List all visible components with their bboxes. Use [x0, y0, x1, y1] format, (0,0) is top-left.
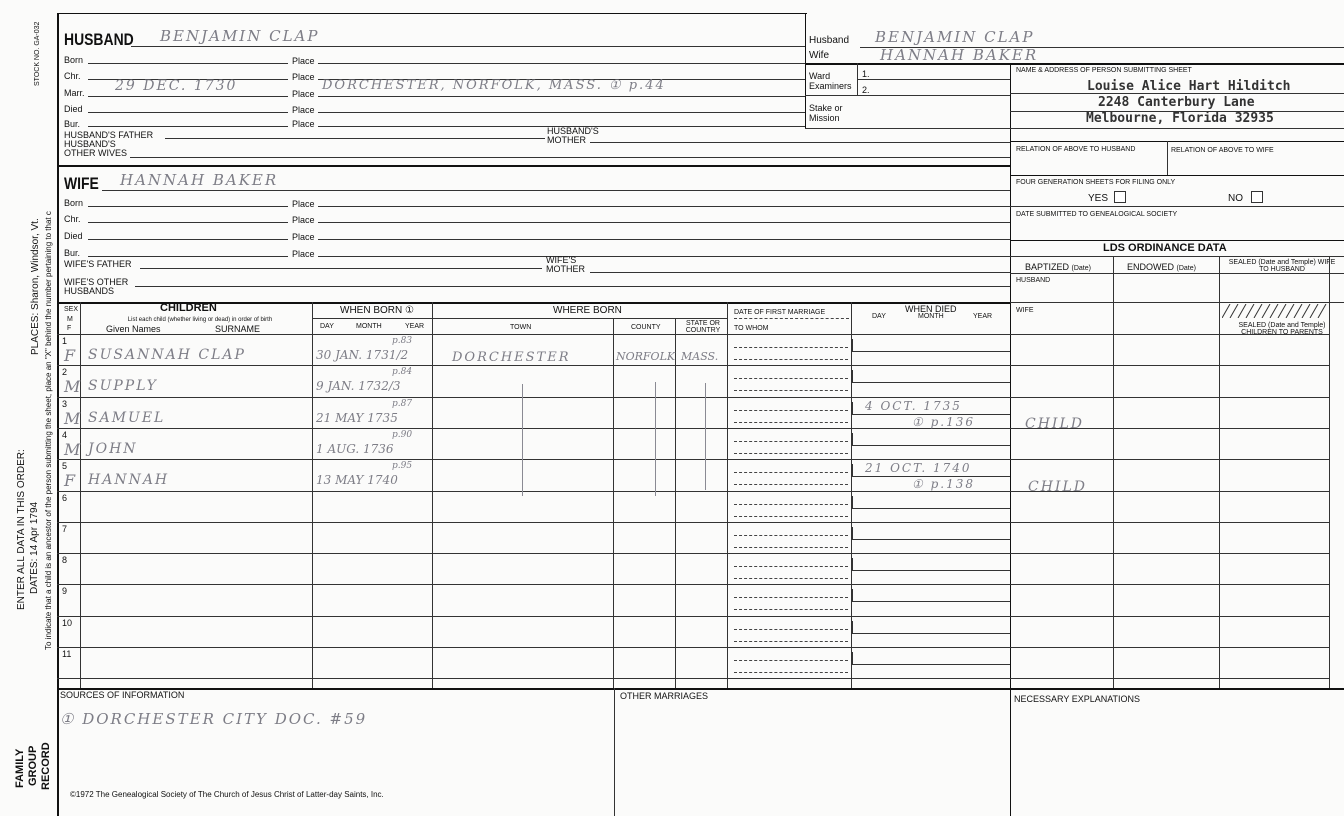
husband-marr-date: 29 DEC. 1730 — [115, 78, 238, 94]
lds-child-row-line — [1010, 553, 1329, 554]
outer-left-border — [57, 13, 59, 816]
when-born-header: WHEN BORN ① — [340, 305, 414, 316]
sealed-children-label: SEALED (Date and Temple) CHILDREN TO PARENTS — [1238, 322, 1326, 336]
child-died-line — [851, 570, 1010, 571]
four-gen-yes-label: YES — [1088, 193, 1109, 204]
source-1: ① DORCHESTER CITY DOC. #59 — [60, 710, 368, 728]
four-gen-no-label: NO — [1228, 193, 1243, 204]
husband-bur-label: Bur. — [64, 119, 81, 129]
child-birth-date: 9 JAN. 1732/3 — [316, 379, 401, 394]
child-marriage-dash-2 — [734, 672, 848, 673]
born-day-header: DAY — [320, 323, 334, 330]
examiner-1-line — [857, 79, 1010, 80]
sex-header: SEX — [64, 306, 79, 313]
husband-marr-line — [88, 96, 288, 97]
ditto-stroke — [705, 383, 706, 490]
four-gen-yes-checkbox[interactable] — [1114, 191, 1126, 203]
wife-born-place-label: Place — [292, 199, 315, 209]
sources-divider — [614, 688, 615, 816]
child-birth-page: p.90 — [392, 429, 413, 440]
husband-born-place-label: Place — [292, 56, 315, 66]
town-header: TOWN — [510, 324, 532, 331]
child-marriage-dash-2 — [734, 547, 848, 548]
child-died-line — [851, 601, 1010, 602]
children-header: CHILDREN — [160, 302, 217, 314]
child-death-ref: ① p.136 — [912, 414, 975, 429]
child-marriage-dash-2 — [734, 484, 848, 485]
child-sex: M — [64, 377, 83, 397]
name-col-line — [312, 302, 313, 688]
child-row-line — [57, 459, 1010, 460]
child-number: 6 — [62, 492, 68, 503]
submitter-name: Louise Alice Hart Hilditch — [1087, 79, 1291, 94]
husband-name: BENJAMIN CLAP — [160, 27, 320, 45]
husband-father-label: HUSBAND'S FATHER — [64, 130, 154, 140]
county-header: COUNTY — [631, 324, 661, 331]
relation-wife-label: RELATION OF ABOVE TO WIFE — [1171, 147, 1274, 154]
lds-child-row-line — [1010, 397, 1329, 398]
lds-endowed-child-3: CHILD — [1025, 416, 1084, 432]
wife-born-place-line — [318, 206, 1010, 207]
wife-died-label: Died — [64, 231, 83, 241]
lds-child-row-line — [1010, 428, 1329, 429]
submitter-line-1 — [1010, 93, 1344, 94]
child-marriage-dash-2 — [734, 516, 848, 517]
lds-col-2 — [1219, 256, 1220, 690]
wife-father-label: WIFE'S FATHER — [64, 259, 132, 269]
child-marriage-dash-1 — [734, 410, 848, 411]
examiner-2-line — [805, 95, 1010, 96]
lds-child-row-line — [1010, 365, 1329, 366]
town-col-line — [613, 318, 614, 688]
born-month-header: MONTH — [356, 323, 382, 330]
state-header: STATE OR COUNTRY — [685, 320, 721, 334]
necessary-explanations-label: NECESSARY EXPLANATIONS — [1014, 694, 1141, 704]
husband-bur-place-label: Place — [292, 119, 315, 129]
wife-died-line — [88, 239, 288, 240]
submitter-line-3 — [1010, 128, 1344, 129]
child-marriage-dash-2 — [734, 609, 848, 610]
wife-other-husbands-label: WIFE'S OTHER HUSBANDS — [64, 277, 129, 296]
husband-chr-label: Chr. — [64, 71, 81, 81]
child-died-tick — [851, 558, 853, 570]
child-row-line — [57, 365, 1010, 366]
ditto-stroke — [522, 384, 523, 496]
child-sex: F — [64, 346, 78, 365]
child-marriage-dash-1 — [734, 441, 848, 442]
where-born-header: WHERE BORN — [553, 305, 622, 316]
lds-header-line — [1010, 273, 1344, 274]
first-marriage-header: DATE OF FIRST MARRIAGE — [734, 309, 826, 316]
child-marriage-dash-1 — [734, 566, 848, 567]
husband-heading: HUSBAND — [64, 30, 134, 49]
lds-top — [1010, 240, 1344, 241]
child-sex: M — [64, 408, 83, 428]
child-birth-page: p.87 — [392, 398, 413, 409]
child-marriage-dash-2 — [734, 453, 848, 454]
child-sex: F — [64, 471, 78, 491]
sex-m: M — [67, 316, 73, 323]
child-marriage-dash-2 — [734, 390, 848, 391]
relation-top — [1010, 141, 1344, 142]
child-row-line — [57, 616, 1010, 617]
child-birth-page: p.95 — [392, 461, 413, 472]
child-died-tick — [851, 621, 853, 633]
child-died-tick — [851, 464, 853, 476]
husband-mother-line — [590, 142, 1010, 143]
wife-died-place-line — [318, 239, 1010, 240]
examiner-2: 2. — [862, 85, 870, 95]
child-died-line — [851, 664, 1010, 665]
baptized-label — [1025, 262, 1091, 272]
husband-name-line — [131, 46, 805, 47]
died-day-header: DAY — [872, 313, 886, 320]
child-death-date: 4 OCT. 1735 — [865, 398, 962, 413]
places-note: PLACES: Sharon, Windsor, Vt. — [30, 218, 41, 355]
child-number: 3 — [62, 398, 68, 409]
form-title-family: FAMILY — [14, 748, 26, 788]
wife-father-line — [140, 268, 542, 269]
husband-father-line — [165, 138, 545, 139]
child-marriage-dash-1 — [734, 472, 848, 473]
child-died-tick — [851, 652, 853, 664]
husband-born-line — [88, 63, 288, 64]
wife-bur-place-line — [318, 256, 1010, 257]
child-death-date: 21 OCT. 1740 — [865, 461, 972, 476]
children-list-note: List each child (whether living or dead) in order of birth — [127, 317, 273, 323]
given-names-header: Given Names — [106, 324, 161, 334]
four-gen-label: FOUR GENERATION SHEETS FOR FILING ONLY — [1016, 179, 1176, 186]
lds-title-line — [1010, 256, 1344, 257]
child-marriage-dash-1 — [734, 535, 848, 536]
husband-died-place-line — [318, 112, 805, 113]
lds-col-1 — [1113, 256, 1114, 690]
lds-child-row-line — [1010, 459, 1329, 460]
child-row-line — [57, 397, 1010, 398]
died-month-header: MONTH — [918, 313, 944, 320]
sex-col-line — [80, 302, 81, 688]
stock-number: STOCK NO. GA-032 — [34, 21, 41, 86]
husband-marr-label: Marr. — [64, 88, 85, 98]
husband-marr-place-line — [318, 96, 805, 97]
wife-bur-label: Bur. — [64, 248, 81, 258]
baptized-date-word: (Date) — [1071, 265, 1091, 272]
born-col-line — [432, 302, 433, 688]
husband-bur-line — [88, 126, 288, 127]
when-born-sub-line — [312, 318, 432, 319]
lds-husband-row: HUSBAND — [1016, 277, 1051, 284]
husband-died-line — [88, 112, 288, 113]
child-number: 4 — [62, 429, 68, 440]
wife-bur-place-label: Place — [292, 249, 315, 259]
relation-husband-label: RELATION OF ABOVE TO HUSBAND — [1016, 146, 1136, 153]
where-col-line — [727, 302, 728, 688]
child-death-ref: ① p.138 — [912, 477, 975, 492]
child-died-line — [851, 633, 1010, 634]
panel-wife-name: HANNAH BAKER — [880, 46, 1039, 64]
submitter-city: Melbourne, Florida 32935 — [1086, 111, 1274, 126]
when-died-header: WHEN DIED — [905, 304, 957, 314]
lds-right-edge — [1329, 256, 1330, 690]
child-name: SUSANNAH CLAP — [88, 347, 246, 363]
where-born-sub-line — [432, 318, 727, 319]
child-number: 5 — [62, 461, 68, 472]
child-died-tick — [851, 370, 853, 382]
child-number: 8 — [62, 555, 68, 566]
sealed-hatch — [1222, 304, 1328, 318]
ancestor-instruction: To indicate that a child is an ancestor of the person submitting the sheet, place an "X" behind the number pertaining to that c — [44, 211, 53, 650]
child-birth-date: 30 JAN. 1731/2 — [316, 348, 409, 362]
child-birth-page: p.84 — [392, 367, 413, 378]
husband-section-divider — [57, 165, 1010, 167]
wife-other-husbands-line — [135, 286, 1010, 287]
submitter-label: NAME & ADDRESS OF PERSON SUBMITTING SHEET — [1016, 67, 1192, 74]
lds-title: LDS ORDINANCE DATA — [1103, 242, 1227, 254]
lds-child-row-line — [1010, 678, 1329, 679]
husband-died-label: Died — [64, 104, 83, 114]
lds-child-row-line — [1010, 616, 1329, 617]
child-died-tick — [851, 527, 853, 539]
enter-order-note: ENTER ALL DATA IN THIS ORDER: — [16, 449, 27, 610]
bottom-section-top — [57, 688, 1344, 690]
husband-other-wives-label: HUSBAND'S OTHER WIVES — [64, 139, 128, 158]
husband-born-place-line — [318, 63, 805, 64]
wife-chr-label: Chr. — [64, 214, 81, 224]
four-gen-bottom — [1010, 206, 1344, 207]
wife-mother-label: WIFE'S MOTHER — [546, 255, 585, 274]
child-number: 11 — [62, 649, 72, 659]
child-marriage-dash-1 — [734, 504, 848, 505]
husband-born-label: Born — [64, 55, 84, 65]
wife-died-place-label: Place — [292, 232, 315, 242]
child-row-line — [57, 678, 1010, 679]
outer-top-border — [57, 13, 807, 14]
born-year-header: YEAR — [405, 323, 425, 330]
first-marriage-dash — [734, 318, 849, 319]
endowed-date-word: (Date) — [1176, 265, 1196, 272]
other-marriages-label: OTHER MARRIAGES — [620, 691, 709, 701]
child-birth-date: 1 AUG. 1736 — [316, 441, 394, 456]
lds-child-row-line — [1010, 647, 1329, 648]
child-died-line — [851, 382, 1010, 383]
wife-bur-line — [88, 256, 288, 257]
child-state: MASS. — [681, 350, 719, 363]
child-died-tick — [851, 402, 853, 414]
child-row-line — [57, 647, 1010, 648]
lds-child-row-line — [1010, 584, 1329, 585]
examiner-1: 1. — [862, 69, 870, 79]
child-marriage-dash-2 — [734, 641, 848, 642]
stake-line — [805, 128, 1010, 129]
child-marriage-dash-2 — [734, 422, 848, 423]
wife-chr-place-line — [318, 222, 1010, 223]
copyright: ©1972 The Genealogical Society of The Church of Jesus Christ of Latter-day Saints, Inc. — [70, 790, 384, 799]
child-died-line — [851, 351, 1010, 352]
child-name: HANNAH — [88, 472, 170, 489]
sources-label: SOURCES OF INFORMATION — [60, 690, 185, 700]
four-gen-no-checkbox[interactable] — [1251, 191, 1263, 203]
wife-heading: WIFE — [64, 174, 99, 193]
relation-bottom — [1010, 175, 1344, 176]
child-died-line — [851, 508, 1010, 509]
lds-child-row-line — [1010, 491, 1329, 492]
lds-endowed-child-5: CHILD — [1028, 479, 1087, 495]
husband-marr-place: DORCHESTER, NORFOLK, MASS. ① p.44 — [322, 78, 666, 93]
surname-header: SURNAME — [215, 324, 261, 334]
sealed-wife-label: SEALED (Date and Temple) WIFE TO HUSBAND — [1228, 259, 1336, 273]
child-died-tick — [851, 589, 853, 601]
relation-divider — [1167, 141, 1168, 175]
wife-mother-line — [590, 272, 1010, 273]
wife-name: HANNAH BAKER — [120, 171, 279, 189]
husband-mother-label: HUSBAND'S MOTHER — [547, 126, 599, 145]
child-died-tick — [851, 433, 853, 445]
wife-chr-line — [88, 222, 288, 223]
child-died-line — [851, 539, 1010, 540]
child-name: JOHN — [88, 440, 138, 457]
panel-husband-label: Husband — [809, 35, 850, 46]
right-panel-border — [805, 13, 806, 128]
child-marriage-dash-1 — [734, 378, 848, 379]
dates-note: DATES: 14 Apr 1794 — [29, 501, 40, 594]
endowed-label — [1127, 262, 1196, 272]
wife-born-line — [88, 206, 288, 207]
wife-chr-place-label: Place — [292, 215, 315, 225]
child-died-line — [851, 445, 1010, 446]
lds-husband-line — [1010, 302, 1344, 303]
child-birth-date: 13 MAY 1740 — [316, 473, 398, 488]
child-row-line — [57, 491, 1010, 492]
stake-label: Stake or Mission — [809, 103, 843, 123]
form-title-record: RECORD — [40, 742, 52, 790]
child-row-line — [57, 553, 1010, 554]
child-died-tick — [851, 339, 853, 351]
endowed-text: ENDOWED — [1127, 262, 1174, 272]
child-row-line — [57, 584, 1010, 585]
husband-marr-place-label: Place — [292, 89, 315, 99]
baptized-text: BAPTIZED — [1025, 262, 1070, 272]
sex-f: F — [67, 325, 72, 332]
child-marriage-dash-1 — [734, 597, 848, 598]
child-number: 10 — [62, 617, 73, 628]
husband-chr-place-label: Place — [292, 72, 315, 82]
examiners-label: Examiners — [809, 81, 852, 91]
lds-child-row-line — [1010, 522, 1329, 523]
form-title-group: GROUP — [27, 745, 39, 786]
child-number: 1 — [62, 336, 68, 346]
husband-other-wives-line — [130, 157, 1010, 158]
child-name: SUPPLY — [88, 378, 158, 395]
submitter-line-2 — [1010, 111, 1344, 112]
child-number: 9 — [62, 586, 68, 597]
child-birth-date: 21 MAY 1735 — [316, 410, 398, 425]
child-sex: M — [64, 439, 83, 459]
children-header-bottom — [57, 334, 1329, 335]
submitter-street: 2248 Canterbury Lane — [1098, 95, 1255, 110]
child-number: 7 — [62, 523, 68, 534]
child-marriage-dash-1 — [734, 347, 848, 348]
child-marriage-dash-1 — [734, 660, 848, 661]
county-col-line — [675, 318, 676, 688]
wife-born-label: Born — [64, 198, 84, 208]
child-died-tick — [851, 496, 853, 508]
child-marriage-dash-1 — [734, 629, 848, 630]
panel-wife-label: Wife — [809, 50, 829, 61]
ward-label: Ward — [809, 71, 831, 81]
child-name: SAMUEL — [88, 409, 166, 426]
child-row-line — [57, 522, 1010, 523]
ditto-stroke — [655, 382, 656, 496]
child-marriage-dash-2 — [734, 359, 848, 360]
child-county: NORFOLK — [616, 350, 676, 363]
date-submitted-label: DATE SUBMITTED TO GENEALOGICAL SOCIETY — [1016, 211, 1178, 218]
panel-wife-line — [805, 63, 1344, 65]
child-birth-page: p.83 — [392, 336, 413, 346]
child-row-line — [57, 428, 1010, 429]
panel-husband-name: BENJAMIN CLAP — [875, 28, 1035, 46]
child-town: DORCHESTER — [452, 350, 571, 365]
child-marriage-dash-2 — [734, 578, 848, 579]
lds-wife-row: WIFE — [1016, 307, 1034, 314]
wife-name-line — [102, 190, 1010, 191]
died-year-header: YEAR — [973, 313, 993, 320]
husband-died-place-label: Place — [292, 105, 315, 115]
to-whom-header: TO WHOM — [734, 325, 769, 332]
child-number: 2 — [62, 367, 68, 378]
